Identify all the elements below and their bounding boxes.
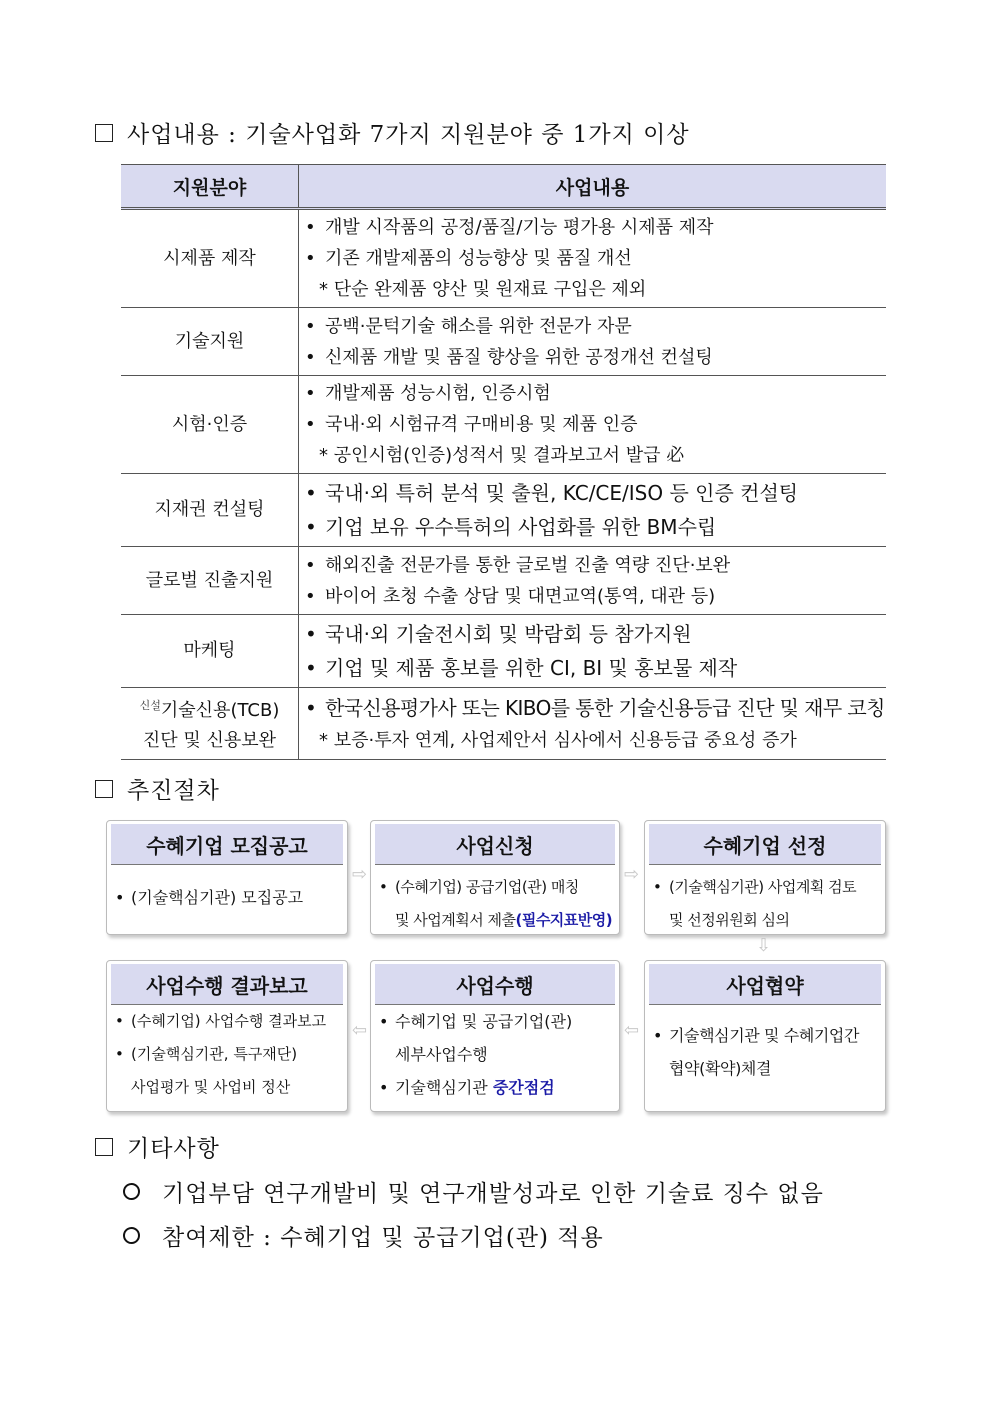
table-row <box>121 688 886 760</box>
column-header-content: 사업내용 <box>299 165 887 209</box>
step-title: 수혜기업 선정 <box>649 824 881 865</box>
content-cell: • 공백·문턱기술 해소를 위한 전문가 자문 • 신제품 개발 및 품질 향상을 위한 공정개선 컨설팅 <box>299 308 887 376</box>
process-step-apply: 사업신청 • (수혜기업) 공급기업(관) 매칭 및 사업계획서 제출(필수지표반영) <box>370 820 620 935</box>
process-step-report: 사업수행 결과보고 • (수혜기업) 사업수행 결과보고 • (기술핵심기관, 특구재단) 사업평가 및 사업비 정산 <box>106 960 348 1112</box>
section-heading-business-content <box>95 116 690 149</box>
content-item: 기업 및 제품 홍보를 위한 CI, BI 및 홍보물 제작 <box>325 656 738 680</box>
support-fields-table <box>121 164 886 760</box>
field-cell: 지재권 컨설팅 <box>121 474 299 547</box>
step-detail: 수혜기업 및 공급기업(관) <box>395 1012 573 1031</box>
content-cell: • 개발제품 성능시험, 인증시험 • 국내·외 시험규격 구매비용 및 제품 인증 * 공인시험(인증)성적서 및 결과보고서 발급 必 <box>299 376 887 474</box>
section-heading-procedure <box>95 772 220 805</box>
table-row <box>121 474 886 547</box>
content-item: 개발 시작품의 공정/품질/기능 평가용 시제품 제작 <box>325 217 714 238</box>
circle-bullet-icon <box>123 1183 140 1200</box>
content-note: * 공인시험(인증)성적서 및 결과보고서 발급 必 <box>319 445 685 466</box>
step-highlight: 중간점검 <box>492 1078 555 1097</box>
content-cell: • 국내·외 기술전시회 및 박람회 등 참가지원 • 기업 및 제품 홍보를 위한 CI, BI 및 홍보물 제작 <box>299 615 887 688</box>
column-header-field: 지원분야 <box>121 165 299 209</box>
step-title: 사업신청 <box>375 824 615 865</box>
content-item: 공백·문턱기술 해소를 위한 전문가 자문 <box>325 315 632 337</box>
list-item <box>123 1175 824 1208</box>
table-row <box>121 209 886 308</box>
step-detail: 협약(확약)체결 <box>669 1059 772 1078</box>
field-cell: 마케팅 <box>121 615 299 688</box>
step-detail: (기술핵심기관) 사업계획 검토 <box>669 878 857 896</box>
step-title: 사업수행 <box>375 964 615 1005</box>
circle-bullet-icon <box>123 1227 140 1244</box>
table-row <box>121 376 886 474</box>
content-note: * 보증·투자 연계, 사업제안서 심사에서 신용등급 중요성 증가 <box>319 730 797 751</box>
section-heading-etc <box>95 1130 220 1163</box>
arrow-down-icon: ⇩ <box>756 935 772 956</box>
content-cell: • 국내·외 특허 분석 및 출원, KC/CE/ISO 등 인증 컨설팅 • 기업 보유 우수특허의 사업화를 위한 BM수립 <box>299 474 887 547</box>
checkbox-square-icon <box>95 124 113 142</box>
step-detail: 및 사업계획서 제출 <box>395 911 516 929</box>
step-detail: (수혜기업) 공급기업(관) 매칭 <box>395 878 579 896</box>
step-detail: 기술핵심기관 <box>395 1078 493 1097</box>
field-cell: 기술지원 <box>121 308 299 376</box>
step-highlight: (필수지표반영) <box>515 911 613 929</box>
content-cell: • 개발 시작품의 공정/품질/기능 평가용 시제품 제작 • 기존 개발제품의 성능향상 및 품질 개선 * 단순 완제품 양산 및 원재료 구입은 제외 <box>299 209 887 308</box>
step-detail: (기술핵심기관) 모집공고 <box>131 888 304 907</box>
content-cell: • 한국신용평가사 또는 KIBO를 통한 기술신용등급 진단 및 재무 코칭 * 보증·투자 연계, 사업제안서 심사에서 신용등급 중요성 증가 <box>299 688 887 760</box>
arrow-left-icon: ⇦ <box>352 1020 368 1041</box>
field-cell <box>121 688 299 760</box>
step-detail: 사업평가 및 사업비 정산 <box>131 1078 291 1096</box>
list-item <box>123 1219 604 1252</box>
content-item: 국내·외 기술전시회 및 박람회 등 참가지원 <box>325 622 692 646</box>
process-step-execute: 사업수행 • 수혜기업 및 공급기업(관) 세부사업수행 • 기술핵심기관 중간점검 <box>370 960 620 1112</box>
step-detail: 및 선정위원회 심의 <box>669 911 790 929</box>
etc-item: 참여제한 : 수혜기업 및 공급기업(관) 적용 <box>162 1225 604 1251</box>
content-item: 국내·외 시험규격 구매비용 및 제품 인증 <box>325 414 638 435</box>
step-detail: (수혜기업) 사업수행 결과보고 <box>131 1012 327 1030</box>
field-line: 진단 및 신용보완 <box>142 730 277 751</box>
step-title: 사업협약 <box>649 964 881 1005</box>
step-detail: 기술핵심기관 및 수혜기업간 <box>669 1026 860 1045</box>
content-note: * 단순 완제품 양산 및 원재료 구입은 제외 <box>319 279 647 300</box>
step-title: 사업수행 결과보고 <box>111 964 343 1005</box>
arrow-left-icon: ⇦ <box>624 1020 640 1041</box>
content-item: 국내·외 특허 분석 및 출원, KC/CE/ISO 등 인증 컨설팅 <box>325 481 799 505</box>
content-item: 바이어 초청 수출 상담 및 대면교역(통역, 대관 등) <box>325 585 716 607</box>
step-title: 수혜기업 모집공고 <box>111 824 343 865</box>
table-row <box>121 308 886 376</box>
content-item: 개발제품 성능시험, 인증시험 <box>325 383 551 404</box>
checkbox-square-icon <box>95 780 113 798</box>
content-item: 신제품 개발 및 품질 향상을 위한 공정개선 컨설팅 <box>325 346 713 368</box>
field-cell: 글로벌 진출지원 <box>121 547 299 615</box>
section-title: 추진절차 <box>127 778 220 804</box>
table-header-row <box>121 165 886 209</box>
step-detail: (기술핵심기관, 특구재단) <box>131 1045 298 1063</box>
content-item: 기존 개발제품의 성능향상 및 품질 개선 <box>325 248 632 269</box>
process-step-select: 수혜기업 선정 • (기술핵심기관) 사업계획 검토 및 선정위원회 심의 <box>644 820 886 935</box>
content-cell: • 해외진출 전문가를 통한 글로벌 진출 역량 진단·보완 • 바이어 초청 수출 상담 및 대면교역(통역, 대관 등) <box>299 547 887 615</box>
content-item: 한국신용평가사 또는 KIBO를 통한 기술신용등급 진단 및 재무 코칭 <box>325 696 885 720</box>
table-row <box>121 547 886 615</box>
process-step-recruit: 수혜기업 모집공고 • (기술핵심기관) 모집공고 <box>106 820 348 935</box>
content-item: 기업 보유 우수특허의 사업화를 위한 BM수립 <box>325 515 717 539</box>
arrow-right-icon: ⇨ <box>624 864 640 885</box>
process-step-agreement: 사업협약 • 기술핵심기관 및 수혜기업간 협약(확약)체결 <box>644 960 886 1112</box>
step-detail: 세부사업수행 <box>395 1045 488 1064</box>
content-item: 해외진출 전문가를 통한 글로벌 진출 역량 진단·보완 <box>325 554 731 576</box>
field-cell: 시험·인증 <box>121 376 299 474</box>
field-line: 기술신용(TCB) <box>160 700 280 721</box>
section-title: 기타사항 <box>127 1136 220 1162</box>
field-cell: 시제품 제작 <box>121 209 299 308</box>
table-row <box>121 615 886 688</box>
section-title: 사업내용 : 기술사업화 7가지 지원분야 중 1가지 이상 <box>127 122 690 148</box>
etc-item: 기업부담 연구개발비 및 연구개발성과로 인한 기술료 징수 없음 <box>162 1181 824 1207</box>
new-badge: 신설 <box>139 699 161 712</box>
checkbox-square-icon <box>95 1138 113 1156</box>
arrow-right-icon: ⇨ <box>352 864 368 885</box>
